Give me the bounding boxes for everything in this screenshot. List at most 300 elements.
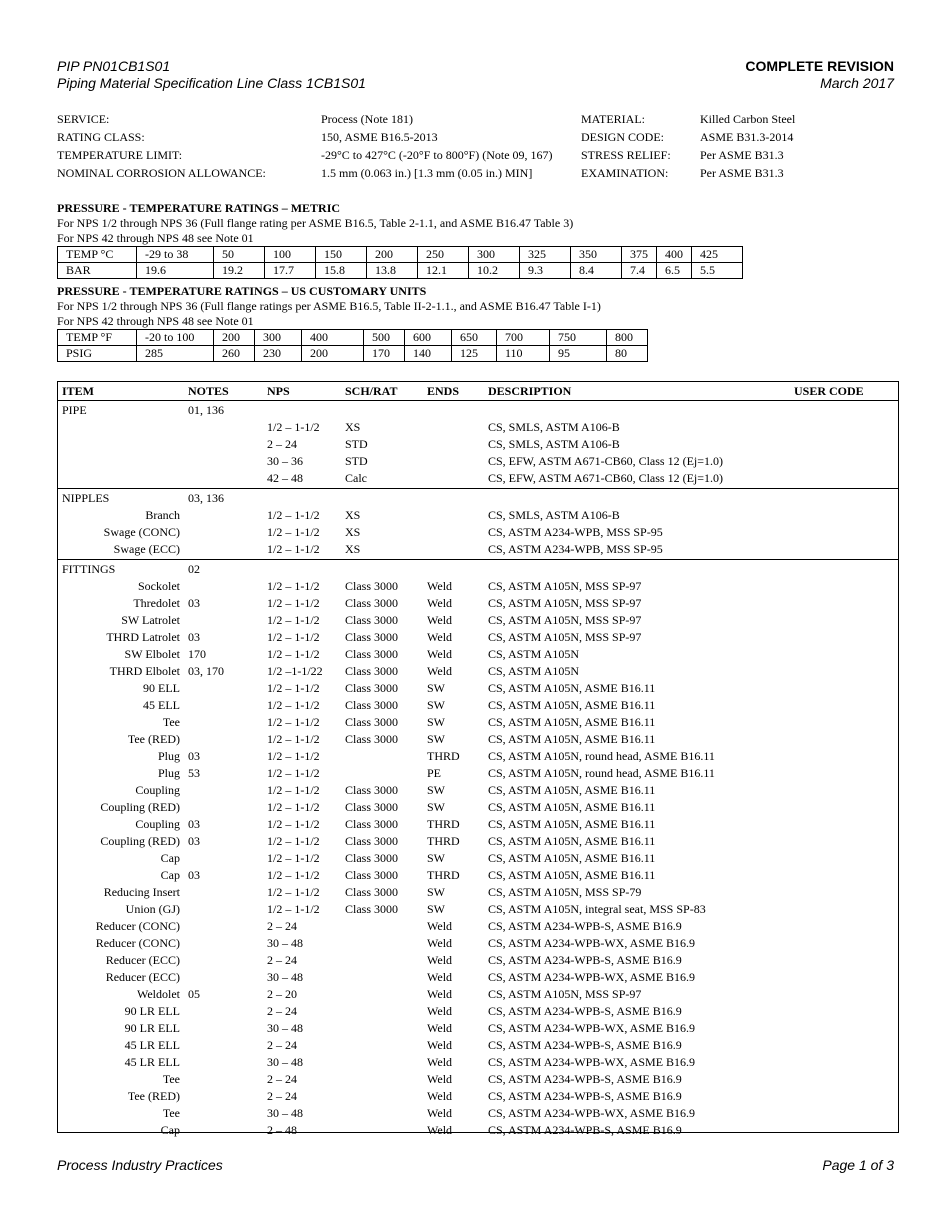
- row-item: Swage (ECC): [113, 542, 180, 556]
- metric-temp-cell: 300: [469, 247, 520, 263]
- metric-temp-cell: 50: [214, 247, 265, 263]
- table-row: [58, 884, 898, 901]
- us-temp-row: [58, 330, 648, 346]
- row-description: CS, ASTM A105N, ASME B16.11: [488, 800, 656, 814]
- metric-temp-cell: 250: [418, 247, 469, 263]
- table-row: [58, 663, 898, 680]
- metric-temp-cell: 400: [657, 247, 692, 263]
- row-description: CS, ASTM A105N, ASME B16.11: [488, 834, 656, 848]
- row-nps: 1/2 – 1-1/2: [267, 902, 320, 916]
- table-row: [58, 680, 898, 697]
- row-ends: SW: [427, 885, 445, 899]
- metric-pressure-cell: 12.1: [418, 263, 469, 279]
- row-sch-rat: Class 3000: [345, 800, 399, 814]
- item-group: [58, 560, 898, 1140]
- row-description: CS, ASTM A105N, MSS SP-79: [488, 885, 642, 899]
- row-description: CS, EFW, ASTM A671-CB60, Class 12 (Ej=1.0): [488, 471, 724, 485]
- row-item: Plug: [157, 749, 180, 763]
- us-note-line-1: For NPS 1/2 through NPS 36 (Full flange ratings per ASME B16.5, Table II-2-1.1., and ASME B16.47 Table I-1): [57, 299, 601, 313]
- header-user-code: USER CODE: [794, 384, 864, 398]
- row-item: THRD Latrolet: [106, 630, 180, 644]
- table-row: [58, 1037, 898, 1054]
- row-ends: THRD: [427, 834, 460, 848]
- us-note-line-2: For NPS 42 through NPS 48 see Note 01: [57, 314, 254, 328]
- table-row: [58, 952, 898, 969]
- row-ends: Weld: [427, 664, 453, 678]
- row-description: CS, ASTM A234-WPB-WX, ASME B16.9: [488, 1106, 696, 1120]
- row-description: CS, ASTM A234-WPB-S, ASME B16.9: [488, 1089, 682, 1103]
- row-description: CS, ASTM A105N, ASME B16.11: [488, 732, 656, 746]
- row-sch-rat: Class 3000: [345, 596, 399, 610]
- table-row: [58, 629, 898, 646]
- row-sch-rat: Class 3000: [345, 681, 399, 695]
- row-sch-rat: Class 3000: [345, 885, 399, 899]
- header-notes: NOTES: [188, 384, 229, 398]
- us-pressure-cell: 170: [364, 346, 405, 362]
- metric-note-line-2: For NPS 42 through NPS 48 see Note 01: [57, 231, 254, 245]
- row-item: Cap: [160, 868, 180, 882]
- metric-pressure-cell: 7.4: [622, 263, 657, 279]
- row-nps: 30 – 48: [267, 936, 303, 950]
- design-code-value: ASME B31.3-2014: [700, 130, 794, 144]
- row-item: SW Elbolet: [124, 647, 180, 661]
- row-sch-rat: Class 3000: [345, 647, 399, 661]
- row-item: 45 LR ELL: [124, 1038, 180, 1052]
- table-row: [58, 541, 898, 558]
- footer-publisher: Process Industry Practices: [57, 1157, 223, 1173]
- group-notes: 01, 136: [188, 403, 224, 417]
- metric-ratings-table: [57, 246, 743, 279]
- doc-title: Piping Material Specification Line Class 1CB1S01: [57, 75, 366, 91]
- row-description: CS, ASTM A105N, MSS SP-97: [488, 630, 642, 644]
- row-ends: Weld: [427, 1055, 453, 1069]
- group-header-row: [58, 402, 898, 419]
- row-description: CS, ASTM A234-WPB-S, ASME B16.9: [488, 1072, 682, 1086]
- row-description: CS, ASTM A105N, MSS SP-97: [488, 613, 642, 627]
- metric-temp-cell: -29 to 38: [137, 247, 214, 263]
- row-notes: 03: [188, 630, 200, 644]
- row-item: Branch: [145, 508, 180, 522]
- table-row: [58, 816, 898, 833]
- row-description: CS, ASTM A234-WPB-S, ASME B16.9: [488, 1038, 682, 1052]
- metric-note-line-1: For NPS 1/2 through NPS 36 (Full flange rating per ASME B16.5, Table 2-1.1, and ASME B16.47 Table 3): [57, 216, 574, 230]
- table-row: [58, 714, 898, 731]
- row-nps: 1/2 – 1-1/2: [267, 698, 320, 712]
- row-description: CS, ASTM A234-WPB, MSS SP-95: [488, 542, 663, 556]
- row-nps: 2 – 48: [267, 1123, 297, 1137]
- row-sch-rat: XS: [345, 542, 361, 556]
- footer-page-number: Page 1 of 3: [822, 1157, 894, 1173]
- row-nps: 2 – 24: [267, 919, 297, 933]
- us-pressure-cell: 125: [452, 346, 497, 362]
- row-nps: 1/2 – 1-1/2: [267, 542, 320, 556]
- row-nps: 1/2 – 1-1/2: [267, 783, 320, 797]
- row-nps: 30 – 36: [267, 454, 303, 468]
- components-table-header: [58, 382, 898, 401]
- row-sch-rat: XS: [345, 525, 361, 539]
- page-header-left: [57, 58, 366, 92]
- table-row: [58, 850, 898, 867]
- row-nps: 2 – 24: [267, 1038, 297, 1052]
- table-row: [58, 731, 898, 748]
- us-pressure-cell: 200: [302, 346, 364, 362]
- rating-label: RATING CLASS:: [57, 130, 145, 144]
- row-description: CS, ASTM A234-WPB-WX, ASME B16.9: [488, 1055, 696, 1069]
- row-nps: 1/2 – 1-1/2: [267, 613, 320, 627]
- row-item: 90 ELL: [143, 681, 180, 695]
- row-ends: Weld: [427, 596, 453, 610]
- row-nps: 1/2 – 1-1/2: [267, 647, 320, 661]
- rating-value: 150, ASME B16.5-2013: [321, 130, 438, 144]
- row-sch-rat: Class 3000: [345, 732, 399, 746]
- row-notes: 53: [188, 766, 200, 780]
- row-nps: 30 – 48: [267, 1021, 303, 1035]
- row-ends: Weld: [427, 970, 453, 984]
- table-row: [58, 918, 898, 935]
- row-ends: SW: [427, 902, 445, 916]
- service-label: SERVICE:: [57, 112, 110, 126]
- group-name: PIPE: [62, 403, 87, 417]
- group-header-row: [58, 490, 898, 507]
- row-item: 90 LR ELL: [124, 1004, 180, 1018]
- table-row: [58, 697, 898, 714]
- metric-temp-cell: 350: [571, 247, 622, 263]
- metric-pressure-cell: 19.2: [214, 263, 265, 279]
- row-item: Reducer (ECC): [105, 953, 180, 967]
- row-item: Swage (CONC): [103, 525, 180, 539]
- table-row: [58, 646, 898, 663]
- row-sch-rat: Class 3000: [345, 698, 399, 712]
- components-table-body: [58, 401, 898, 1140]
- row-item: Plug: [157, 766, 180, 780]
- row-nps: 1/2 – 1-1/2: [267, 596, 320, 610]
- row-nps: 1/2 – 1-1/2: [267, 834, 320, 848]
- design-code-label: DESIGN CODE:: [581, 130, 664, 144]
- table-row: [58, 1054, 898, 1071]
- row-nps: 1/2 – 1-1/2: [267, 817, 320, 831]
- row-ends: Weld: [427, 1021, 453, 1035]
- row-sch-rat: Calc: [345, 471, 367, 485]
- table-row: [58, 436, 898, 453]
- row-description: CS, ASTM A234-WPB-WX, ASME B16.9: [488, 936, 696, 950]
- row-nps: 1/2 – 1-1/2: [267, 508, 320, 522]
- metric-pressure-row: [58, 263, 743, 279]
- row-item: 45 LR ELL: [124, 1055, 180, 1069]
- row-description: CS, ASTM A234-WPB-S, ASME B16.9: [488, 1123, 682, 1137]
- row-notes: 05: [188, 987, 200, 1001]
- table-row: [58, 867, 898, 884]
- row-nps: 1/2 –1-1/22: [267, 664, 323, 678]
- row-item: Union (GJ): [125, 902, 180, 916]
- row-item: Weldolet: [136, 987, 180, 1001]
- row-item: Coupling: [135, 783, 180, 797]
- row-description: CS, ASTM A105N, ASME B16.11: [488, 681, 656, 695]
- table-row: [58, 1003, 898, 1020]
- us-temp-cell: 750: [550, 330, 607, 346]
- row-item: Reducer (ECC): [105, 970, 180, 984]
- row-description: CS, ASTM A234-WPB-S, ASME B16.9: [488, 1004, 682, 1018]
- temperature-limit-label: TEMPERATURE LIMIT:: [57, 148, 183, 162]
- row-nps: 1/2 – 1-1/2: [267, 800, 320, 814]
- row-nps: 1/2 – 1-1/2: [267, 749, 320, 763]
- us-pressure-cell: 80: [607, 346, 648, 362]
- row-nps: 1/2 – 1-1/2: [267, 868, 320, 882]
- metric-pressure-cell: 13.8: [367, 263, 418, 279]
- row-notes: 03: [188, 749, 200, 763]
- row-nps: 1/2 – 1-1/2: [267, 630, 320, 644]
- row-nps: 2 – 24: [267, 1072, 297, 1086]
- doc-id: PIP PN01CB1S01: [57, 58, 171, 74]
- row-description: CS, ASTM A105N, round head, ASME B16.11: [488, 749, 715, 763]
- row-ends: THRD: [427, 749, 460, 763]
- table-row: [58, 1088, 898, 1105]
- group-name: FITTINGS: [62, 562, 116, 576]
- table-row: [58, 524, 898, 541]
- examination-value: Per ASME B31.3: [700, 166, 784, 180]
- metric-temp-cell: 375: [622, 247, 657, 263]
- row-description: CS, ASTM A105N, round head, ASME B16.11: [488, 766, 715, 780]
- us-temp-cell: 400: [302, 330, 364, 346]
- us-pressure-cell: 230: [255, 346, 302, 362]
- row-item: Reducer (CONC): [95, 919, 180, 933]
- us-temp-cell: 500: [364, 330, 405, 346]
- row-nps: 1/2 – 1-1/2: [267, 851, 320, 865]
- row-nps: 30 – 48: [267, 1055, 303, 1069]
- row-ends: Weld: [427, 987, 453, 1001]
- row-description: CS, ASTM A234-WPB-S, ASME B16.9: [488, 919, 682, 933]
- row-description: CS, ASTM A105N, ASME B16.11: [488, 817, 656, 831]
- us-temp-cell: 650: [452, 330, 497, 346]
- row-nps: 1/2 – 1-1/2: [267, 715, 320, 729]
- metric-pressure-cell: 19.6: [137, 263, 214, 279]
- row-notes: 03: [188, 817, 200, 831]
- row-description: CS, ASTM A234-WPB, MSS SP-95: [488, 525, 663, 539]
- row-ends: SW: [427, 851, 445, 865]
- table-row: [58, 1105, 898, 1122]
- row-nps: 2 – 20: [267, 987, 297, 1001]
- row-description: CS, ASTM A105N, ASME B16.11: [488, 851, 656, 865]
- row-ends: Weld: [427, 1038, 453, 1052]
- row-ends: SW: [427, 783, 445, 797]
- row-item: Cap: [160, 851, 180, 865]
- row-ends: SW: [427, 698, 445, 712]
- us-ratings-title: PRESSURE - TEMPERATURE RATINGS – US CUSTOMARY UNITS: [57, 284, 427, 298]
- us-pressure-row: [58, 346, 648, 362]
- metric-pressure-label: BAR: [58, 263, 137, 279]
- us-temp-cell: 700: [497, 330, 550, 346]
- row-nps: 1/2 – 1-1/2: [267, 420, 320, 434]
- metric-pressure-cell: 10.2: [469, 263, 520, 279]
- row-item: Tee: [162, 1106, 180, 1120]
- row-item: Thredolet: [133, 596, 180, 610]
- row-sch-rat: Class 3000: [345, 902, 399, 916]
- row-description: CS, ASTM A234-WPB-S, ASME B16.9: [488, 953, 682, 967]
- row-sch-rat: Class 3000: [345, 868, 399, 882]
- us-temp-cell: 600: [405, 330, 452, 346]
- row-description: CS, ASTM A105N, ASME B16.11: [488, 715, 656, 729]
- group-notes: 02: [188, 562, 200, 576]
- row-nps: 1/2 – 1-1/2: [267, 579, 320, 593]
- row-nps: 30 – 48: [267, 1106, 303, 1120]
- row-ends: Weld: [427, 1004, 453, 1018]
- row-notes: 03: [188, 868, 200, 882]
- table-row: [58, 782, 898, 799]
- row-nps: 2 – 24: [267, 953, 297, 967]
- material-value: Killed Carbon Steel: [700, 112, 796, 126]
- us-pressure-cell: 285: [137, 346, 214, 362]
- corrosion-allowance-label: NOMINAL CORROSION ALLOWANCE:: [57, 166, 266, 180]
- row-sch-rat: Class 3000: [345, 851, 399, 865]
- us-temp-cell: 300: [255, 330, 302, 346]
- row-item: Tee (RED): [127, 732, 180, 746]
- item-group: [58, 401, 898, 489]
- row-description: CS, ASTM A234-WPB-WX, ASME B16.9: [488, 970, 696, 984]
- table-row: [58, 595, 898, 612]
- row-item: Sockolet: [138, 579, 180, 593]
- us-pressure-cell: 140: [405, 346, 452, 362]
- row-nps: 1/2 – 1-1/2: [267, 525, 320, 539]
- table-row: [58, 612, 898, 629]
- corrosion-allowance-value: 1.5 mm (0.063 in.) [1.3 mm (0.05 in.) MIN]: [321, 166, 533, 180]
- row-item: THRD Elbolet: [109, 664, 180, 678]
- row-ends: SW: [427, 681, 445, 695]
- row-description: CS, ASTM A105N, MSS SP-97: [488, 596, 642, 610]
- row-sch-rat: XS: [345, 420, 361, 434]
- row-nps: 2 – 24: [267, 1089, 297, 1103]
- row-sch-rat: STD: [345, 437, 368, 451]
- components-table: [57, 381, 899, 1137]
- row-description: CS, ASTM A105N: [488, 664, 580, 678]
- metric-temp-row: [58, 247, 743, 263]
- row-item: Reducing Insert: [103, 885, 180, 899]
- row-notes: 170: [188, 647, 206, 661]
- row-sch-rat: Class 3000: [345, 715, 399, 729]
- row-nps: 1/2 – 1-1/2: [267, 766, 320, 780]
- metric-ratings-section: [57, 201, 743, 279]
- table-row: [58, 799, 898, 816]
- page-header-right: [745, 58, 894, 92]
- stress-relief-label: STRESS RELIEF:: [581, 148, 671, 162]
- row-ends: Weld: [427, 919, 453, 933]
- metric-temp-cell: 425: [692, 247, 743, 263]
- row-ends: Weld: [427, 579, 453, 593]
- row-description: CS, ASTM A105N, ASME B16.11: [488, 698, 656, 712]
- row-ends: Weld: [427, 1089, 453, 1103]
- row-ends: Weld: [427, 630, 453, 644]
- us-ratings-section: [57, 284, 648, 362]
- table-row: [58, 453, 898, 470]
- row-ends: SW: [427, 715, 445, 729]
- metric-temp-cell: 200: [367, 247, 418, 263]
- table-row: [58, 748, 898, 765]
- row-ends: Weld: [427, 613, 453, 627]
- metric-pressure-cell: 5.5: [692, 263, 743, 279]
- material-label: MATERIAL:: [581, 112, 645, 126]
- us-pressure-cell: 110: [497, 346, 550, 362]
- row-nps: 1/2 – 1-1/2: [267, 681, 320, 695]
- row-notes: 03: [188, 834, 200, 848]
- row-item: Coupling (RED): [100, 800, 180, 814]
- group-name: NIPPLES: [62, 491, 110, 505]
- row-item: 90 LR ELL: [124, 1021, 180, 1035]
- row-nps: 30 – 48: [267, 970, 303, 984]
- revision-date: March 2017: [820, 75, 894, 91]
- header-description: DESCRIPTION: [488, 384, 572, 398]
- table-row: [58, 833, 898, 850]
- row-item: 45 ELL: [143, 698, 180, 712]
- us-temp-cell: -20 to 100: [137, 330, 214, 346]
- us-temp-cell: 800: [607, 330, 648, 346]
- header-ends: ENDS: [427, 384, 460, 398]
- metric-pressure-cell: 17.7: [265, 263, 316, 279]
- metric-temp-cell: 100: [265, 247, 316, 263]
- header-item: ITEM: [62, 384, 95, 398]
- row-sch-rat: Class 3000: [345, 834, 399, 848]
- row-description: CS, ASTM A105N, MSS SP-97: [488, 987, 642, 1001]
- us-pressure-cell: 260: [214, 346, 255, 362]
- row-item: Tee: [162, 715, 180, 729]
- row-item: Coupling (RED): [100, 834, 180, 848]
- row-notes: 03: [188, 596, 200, 610]
- service-value: Process (Note 181): [321, 112, 413, 126]
- row-ends: Weld: [427, 1072, 453, 1086]
- row-ends: Weld: [427, 953, 453, 967]
- us-temp-label: TEMP °F: [58, 330, 137, 346]
- row-nps: 1/2 – 1-1/2: [267, 732, 320, 746]
- table-row: [58, 1122, 898, 1139]
- table-row: [58, 507, 898, 524]
- metric-pressure-cell: 8.4: [571, 263, 622, 279]
- row-sch-rat: Class 3000: [345, 817, 399, 831]
- row-sch-rat: Class 3000: [345, 664, 399, 678]
- us-ratings-table: [57, 329, 648, 362]
- us-temp-cell: 200: [214, 330, 255, 346]
- row-ends: PE: [427, 766, 442, 780]
- table-row: [58, 765, 898, 782]
- table-row: [58, 969, 898, 986]
- row-nps: 42 – 48: [267, 471, 303, 485]
- row-item: Reducer (CONC): [95, 936, 180, 950]
- row-ends: Weld: [427, 1123, 453, 1137]
- table-row: [58, 1071, 898, 1088]
- us-pressure-cell: 95: [550, 346, 607, 362]
- row-item: SW Latrolet: [121, 613, 180, 627]
- row-ends: SW: [427, 800, 445, 814]
- row-ends: THRD: [427, 868, 460, 882]
- row-sch-rat: Class 3000: [345, 579, 399, 593]
- row-nps: 1/2 – 1-1/2: [267, 885, 320, 899]
- table-row: [58, 935, 898, 952]
- table-row: [58, 1020, 898, 1037]
- row-sch-rat: Class 3000: [345, 613, 399, 627]
- row-ends: THRD: [427, 817, 460, 831]
- header-nps: NPS: [267, 384, 290, 398]
- table-row: [58, 470, 898, 487]
- row-description: CS, ASTM A105N: [488, 647, 580, 661]
- row-description: CS, SMLS, ASTM A106-B: [488, 508, 620, 522]
- row-description: CS, SMLS, ASTM A106-B: [488, 437, 620, 451]
- stress-relief-value: Per ASME B31.3: [700, 148, 784, 162]
- metric-pressure-cell: 15.8: [316, 263, 367, 279]
- row-description: CS, ASTM A105N, ASME B16.11: [488, 783, 656, 797]
- row-item: Coupling: [135, 817, 180, 831]
- row-nps: 2 – 24: [267, 1004, 297, 1018]
- table-row: [58, 419, 898, 436]
- examination-label: EXAMINATION:: [581, 166, 669, 180]
- table-row: [58, 986, 898, 1003]
- row-ends: Weld: [427, 936, 453, 950]
- row-item: Tee: [162, 1072, 180, 1086]
